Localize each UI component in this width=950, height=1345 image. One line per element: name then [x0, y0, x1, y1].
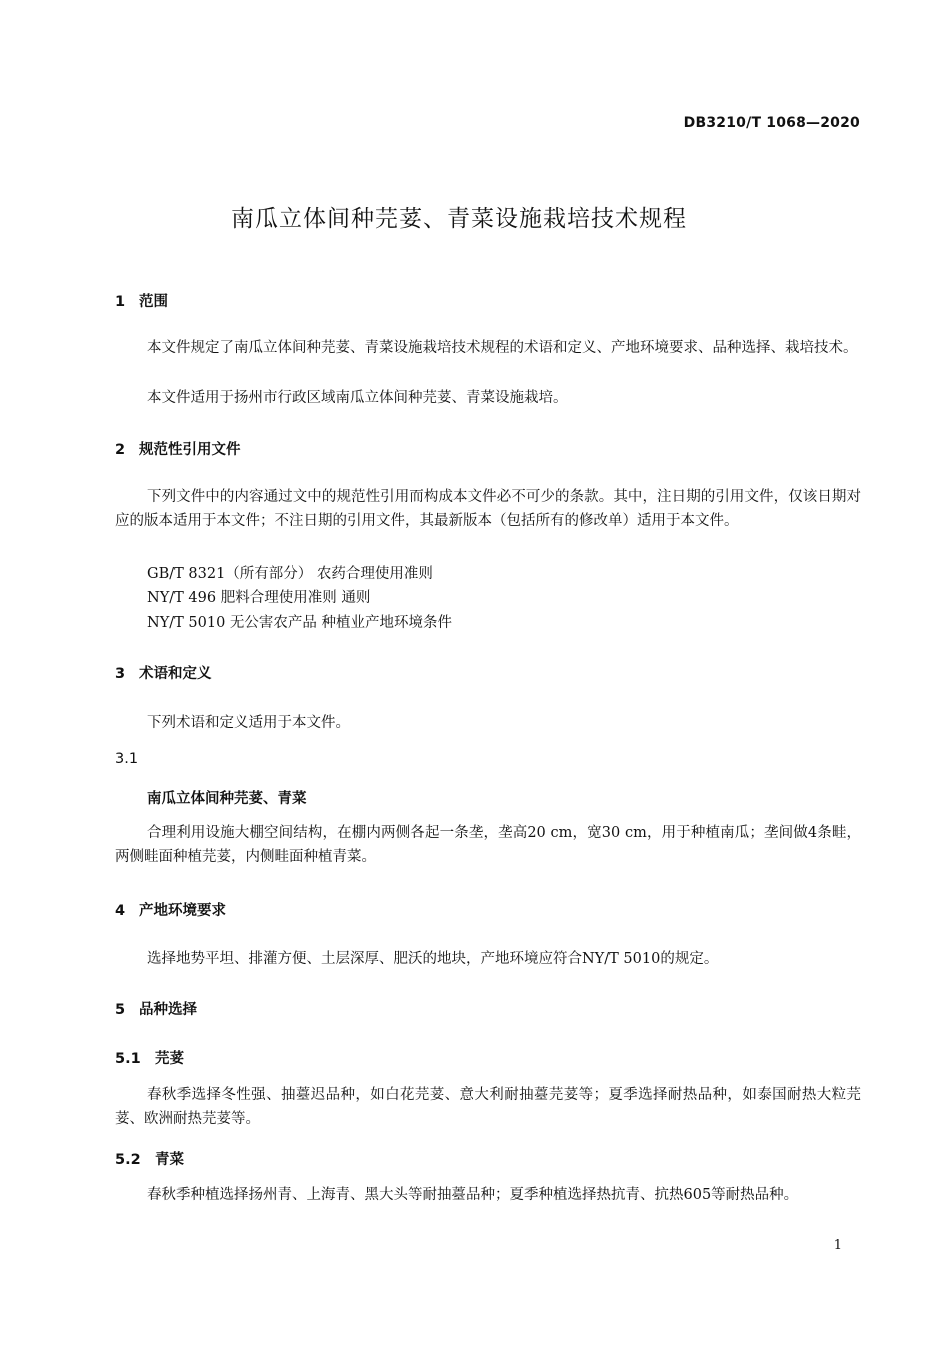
section-title: 范围: [139, 294, 168, 310]
document-code: DB3210/T 1068—2020: [683, 115, 860, 131]
section-title: 产地环境要求: [139, 903, 226, 919]
paragraph: 本文件适用于扬州市行政区域南瓜立体间种芫荽、青菜设施栽培。: [147, 390, 568, 406]
section-number: 1: [115, 294, 126, 310]
paragraph: 春秋季种植选择扬州青、上海青、黑大头等耐抽薹品种；夏季种植选择热抗青、抗热605等耐热品种。: [147, 1187, 799, 1203]
subsection-title: 青菜: [155, 1152, 184, 1168]
term-number: 3.1: [115, 751, 139, 767]
section-number: 5: [115, 1002, 126, 1018]
section-3-heading: [115, 662, 212, 683]
section-number: 4: [115, 903, 126, 919]
reference-item: GB/T 8321（所有部分） 农药合理使用准则: [147, 566, 433, 582]
reference-item: NY/T 496 肥料合理使用准则 通则: [147, 590, 371, 606]
page-number: 1: [833, 1238, 842, 1253]
section-4-heading: [115, 899, 226, 920]
section-title: 品种选择: [139, 1002, 197, 1018]
section-2-heading: [115, 438, 241, 459]
subsection-title: 芫荽: [155, 1051, 184, 1067]
reference-item: NY/T 5010 无公害农产品 种植业产地环境条件: [147, 615, 453, 631]
section-1-heading: [115, 290, 168, 311]
section-number: 2: [115, 442, 126, 458]
document-title: 南瓜立体间种芫荽、青菜设施栽培技术规程: [231, 206, 687, 232]
section-title: 规范性引用文件: [139, 442, 241, 458]
section-number: 3: [115, 666, 126, 682]
term-definition: 合理利用设施大棚空间结构，在棚内两侧各起一条垄，垄高20 cm，宽30 cm，用于种植南瓜；垄间做4条畦，两侧畦面种植芫荽，内侧畦面种植青菜。: [115, 825, 861, 865]
section-title: 术语和定义: [139, 666, 212, 682]
subsection-5-1-heading: [115, 1047, 184, 1068]
subsection-5-2-heading: [115, 1148, 184, 1169]
paragraph: 春秋季选择冬性强、抽薹迟品种，如白花芫荽、意大利耐抽薹芫荽等；夏季选择耐热品种，如泰国耐热大粒芫荽、欧洲耐热芫荽等。: [115, 1087, 861, 1127]
section-5-heading: [115, 998, 197, 1019]
subsection-number: 5.1: [115, 1051, 141, 1067]
paragraph: 选择地势平坦、排灌方便、土层深厚、肥沃的地块，产地环境应符合NY/T 5010的规定。: [147, 951, 719, 967]
term-name: 南瓜立体间种芫荽、青菜: [147, 791, 307, 807]
paragraph: 下列术语和定义适用于本文件。: [147, 715, 350, 731]
subsection-number: 5.2: [115, 1152, 141, 1168]
paragraph: 下列文件中的内容通过文中的规范性引用而构成本文件必不可少的条款。其中，注日期的引用文件，仅该日期对应的版本适用于本文件；不注日期的引用文件，其最新版本（包括所有的修改单）适用于本文件。: [115, 489, 861, 529]
paragraph: 本文件规定了南瓜立体间种芫荽、青菜设施栽培技术规程的术语和定义、产地环境要求、品种选择、栽培技术。: [147, 340, 858, 356]
